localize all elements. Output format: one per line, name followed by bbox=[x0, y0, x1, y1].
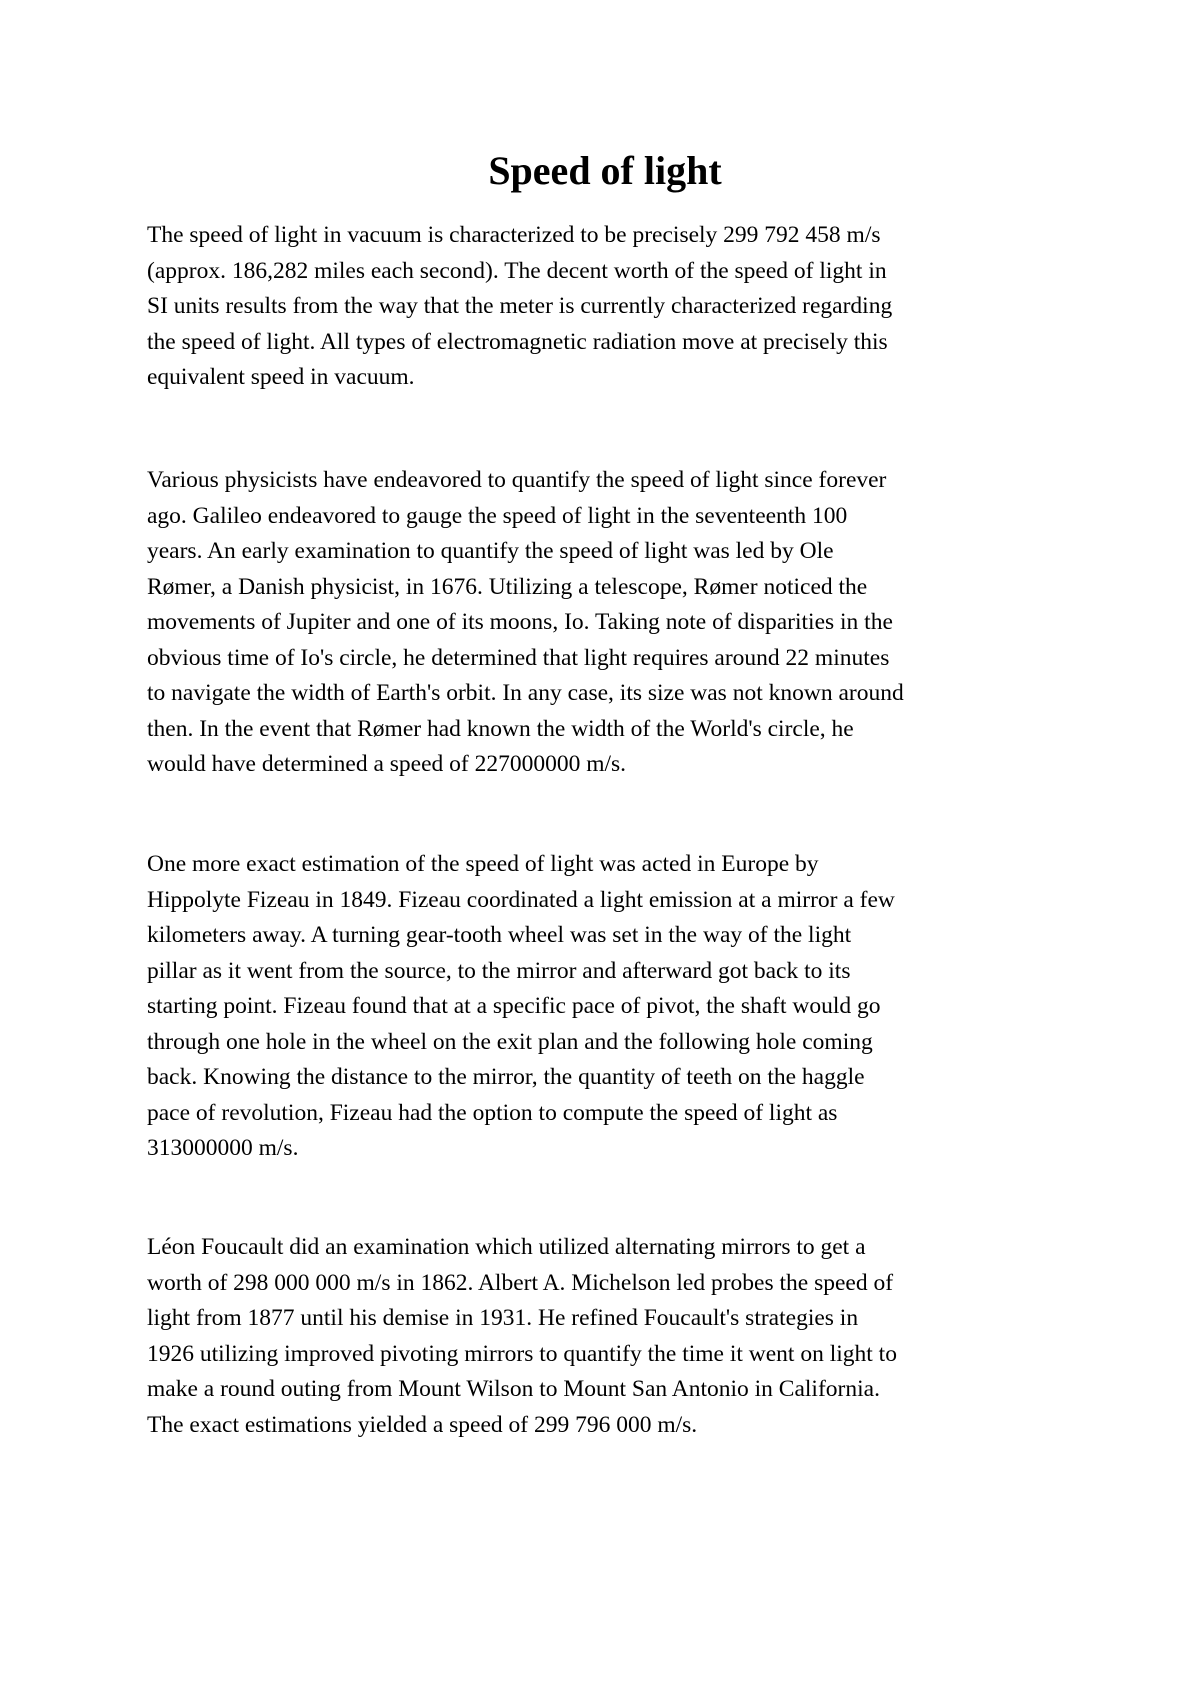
paragraph-line: Léon Foucault did an examination which utilized alternating mirrors to get a bbox=[147, 1234, 866, 1260]
paragraph-line: Rømer, a Danish physicist, in 1676. Utilizing a telescope, Rømer noticed the bbox=[147, 573, 868, 600]
paragraph-line: The speed of light in vacuum is characterized to be precisely 299 792 458 m/s bbox=[147, 222, 881, 248]
paragraph-line: pace of revolution, Fizeau had the option to compute the speed of light as bbox=[147, 1099, 838, 1126]
paragraph-line: kilometers away. A turning gear-tooth wheel was set in the way of the light bbox=[147, 922, 852, 948]
paragraph-line: equivalent speed in vacuum. bbox=[147, 364, 415, 390]
paragraph-line: 1926 utilizing improved pivoting mirrors to quantify the time it went on light to bbox=[147, 1340, 897, 1367]
paragraph-line: then. In the event that Rømer had known the width of the World's circle, he bbox=[147, 715, 854, 742]
paragraph-line: pillar as it went from the source, to the mirror and afterward got back to its bbox=[147, 957, 851, 984]
paragraph-line: obvious time of Io's circle, he determined that light requires around 22 minutes bbox=[147, 644, 890, 671]
paragraph-4 bbox=[147, 1230, 1087, 1443]
document-title: Speed of light bbox=[488, 148, 722, 193]
paragraph-2 bbox=[147, 463, 1087, 783]
paragraph-line: starting point. Fizeau found that at a specific pace of pivot, the shaft would go bbox=[147, 993, 881, 1019]
paragraph-line: The exact estimations yielded a speed of 299 796 000 m/s. bbox=[147, 1411, 698, 1438]
paragraph-line: worth of 298 000 000 m/s in 1862. Albert A. Michelson led probes the speed of bbox=[147, 1269, 894, 1296]
paragraph-line: to navigate the width of Earth's orbit. In any case, its size was not known around bbox=[147, 680, 904, 706]
paragraph-line: One more exact estimation of the speed of light was acted in Europe by bbox=[147, 851, 819, 877]
paragraph-line: would have determined a speed of 227000000 m/s. bbox=[147, 751, 627, 777]
paragraph-line: the speed of light. All types of electromagnetic radiation move at precisely this bbox=[147, 328, 888, 355]
paragraph-line: Various physicists have endeavored to quantify the speed of light since forever bbox=[147, 467, 887, 493]
paragraph-line: Hippolyte Fizeau in 1849. Fizeau coordinated a light emission at a mirror a few bbox=[147, 886, 895, 913]
paragraph-line: SI units results from the way that the meter is currently characterized regarding bbox=[147, 293, 893, 319]
paragraph-line: light from 1877 until his demise in 1931. He refined Foucault's strategies in bbox=[147, 1305, 859, 1331]
paragraph-1 bbox=[147, 218, 1087, 396]
paragraph-line: movements of Jupiter and one of its moons, Io. Taking note of disparities in the bbox=[147, 609, 893, 635]
paragraph-line: make a round outing from Mount Wilson to Mount San Antonio in California. bbox=[147, 1376, 880, 1402]
paragraph-line: (approx. 186,282 miles each second). The decent worth of the speed of light in bbox=[147, 257, 887, 284]
paragraph-line: ago. Galileo endeavored to gauge the speed of light in the seventeenth 100 bbox=[147, 502, 848, 529]
paragraph-line: back. Knowing the distance to the mirror, the quantity of teeth on the haggle bbox=[147, 1064, 865, 1090]
paragraph-3 bbox=[147, 847, 1087, 1167]
paragraph-line: years. An early examination to quantify the speed of light was led by Ole bbox=[147, 538, 834, 564]
paragraph-line: 313000000 m/s. bbox=[147, 1135, 299, 1161]
paragraph-line: through one hole in the wheel on the exit plan and the following hole coming bbox=[147, 1028, 873, 1055]
